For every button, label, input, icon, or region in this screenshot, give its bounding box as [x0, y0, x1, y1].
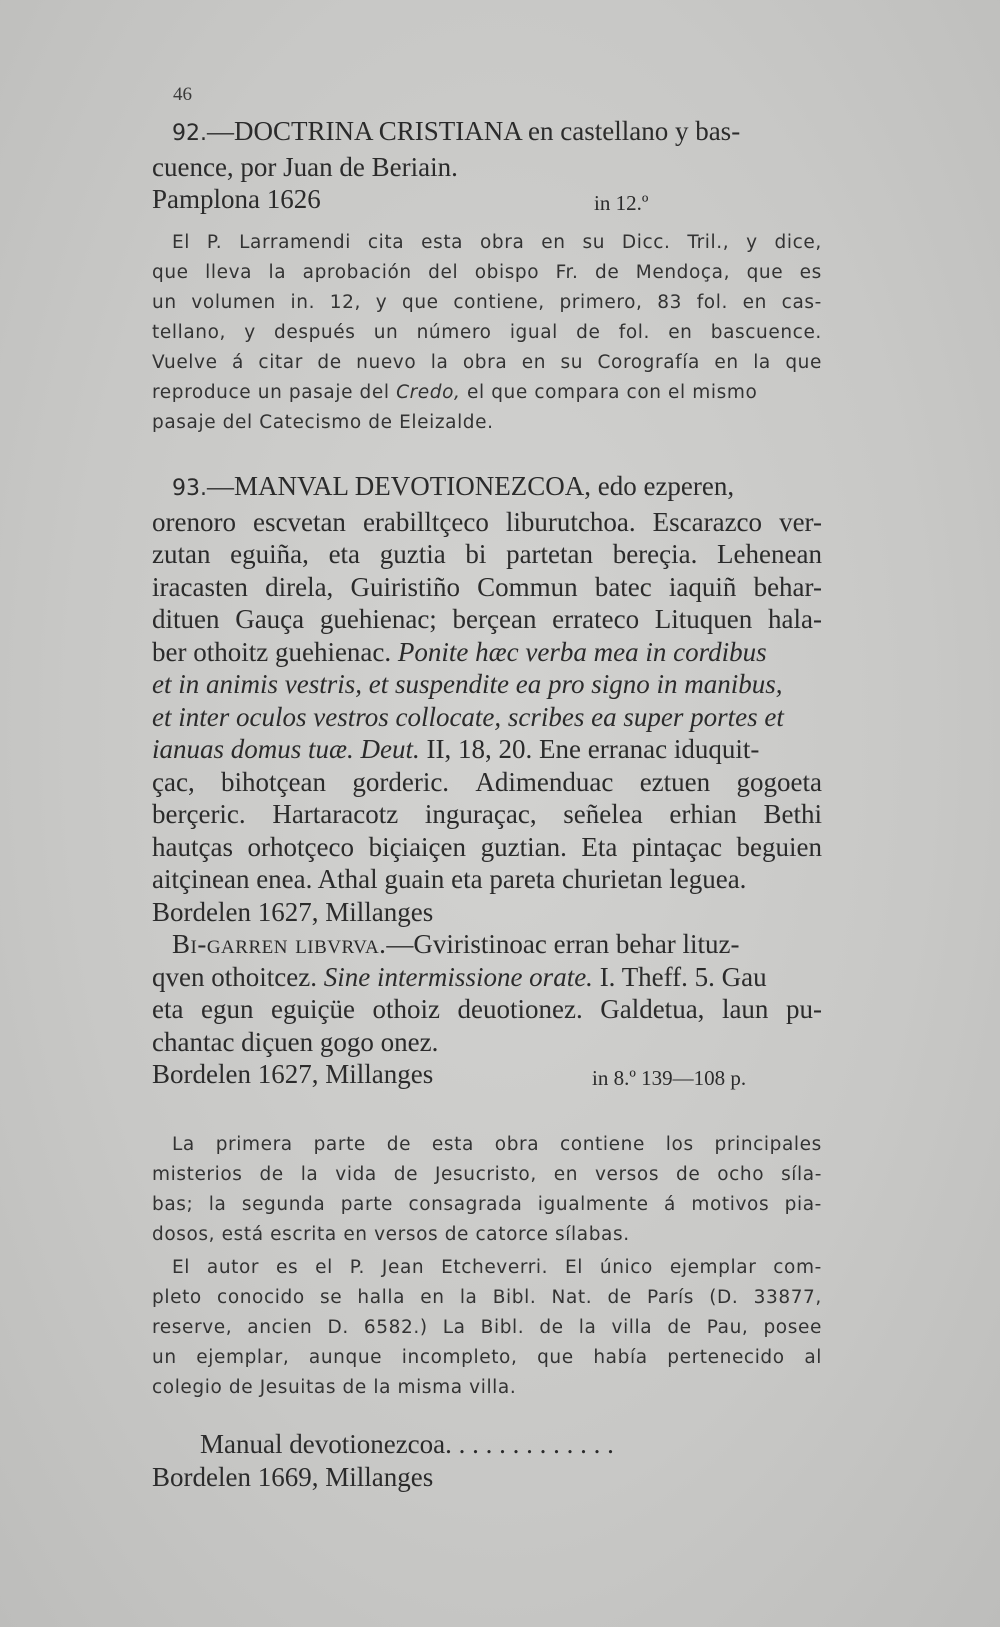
- entry-93-line: çac, bihotçean gorderic. Adimenduac eztuen gogoeta: [152, 766, 822, 797]
- entry-93-format-pages: in 8.º 139—108 p.: [592, 1066, 747, 1090]
- entry-93-note-line: reserve, ancien D. 6582.) La Bibl. de la villa de Pau, posee: [152, 1317, 822, 1338]
- entry-next-imprint: Bordelen 1669, Millanges: [152, 1461, 434, 1492]
- entry-93-latin-start: ber othoitz guehienac. Ponite hæc verba mea in cordibus: [152, 636, 767, 667]
- entry-93-line: orenoro escvetan erabilltçeco liburutchoa. Escarazco ver-: [152, 506, 822, 537]
- entry-93-imprint-1: Bordelen 1627, Millanges: [152, 896, 434, 927]
- entry-92-number: 92.: [172, 121, 207, 146]
- entry-92-note-line: tellano, y después un número igual de fol. en bascuence.: [152, 322, 822, 343]
- entry-92-title-line2: cuence, por Juan de Beriain.: [152, 151, 458, 182]
- entry-93-note-line: La primera parte de esta obra contiene los principales: [172, 1134, 822, 1155]
- entry-92-note: [152, 228, 822, 438]
- entry-92-note-line: que lleva la aprobación del obispo Fr. de Mendoça, que es: [152, 262, 822, 283]
- entry-93-note-1: [152, 1130, 822, 1250]
- entry-93-note-line: pleto conocido se halla en la Bibl. Nat. de París (D. 33877,: [152, 1287, 822, 1308]
- entry-92-place-date: Pamplona 1626: [152, 184, 321, 214]
- entry-92-imprint: [152, 183, 822, 216]
- entry-93-latin-line: et in animis vestris, et suspendite ea pro signo in manibus,: [152, 669, 783, 699]
- entry-93-line: iracasten direla, Guiristiño Commun batec iaquiñ behar-: [152, 571, 822, 602]
- entry-92-title-line1: —DOCTRINA CRISTIANA en castellano y bas-: [207, 116, 741, 146]
- entry-93-number: 93.: [172, 476, 207, 501]
- page-number: 46: [173, 84, 192, 105]
- entry-93-latin-line: et inter oculos vestros collocate, scribes ea super portes et: [152, 701, 784, 732]
- entry-93-line: hautças orhotçeco biçiaiçen guztian. Eta pintaçac beguien: [152, 831, 822, 862]
- entry-93-line: aitçinean enea. Athal guain eta pareta churietan leguea.: [152, 864, 747, 894]
- entry-93-part2-line: eta egun eguiçüe othoiz deuotionez. Galdetua, laun pu-: [152, 994, 822, 1024]
- entry-93-note-line: bas; la segunda parte consagrada igualmente á motivos pia-: [152, 1194, 822, 1215]
- entry-next: [152, 1428, 822, 1493]
- entry-93-note-line: un ejemplar, aunque incompleto, que había pertenecido al: [152, 1347, 822, 1368]
- entry-92-note-line6: reproduce un pasaje del Credo, el que compara con el mismo: [152, 382, 758, 403]
- entry-92-note-line: un volumen in. 12, y que contiene, primero, 83 fol. en cas-: [152, 292, 822, 313]
- entry-93-line: zutan eguiña, eta guztia bi partetan bereçia. Lehenean: [152, 539, 822, 569]
- entry-93-title: [152, 470, 822, 1091]
- entry-93-note-line: El autor es el P. Jean Etcheverri. El único ejemplar com-: [172, 1257, 822, 1278]
- entry-93-imprint-2: Bordelen 1627, Millanges in 8.º 139—108 p.: [152, 1058, 822, 1091]
- entry-93-title-line1: —MANVAL DEVOTIONEZCOA, edo ezperen,: [207, 471, 735, 501]
- entry-93-part2-line: chantac diçuen gogo onez.: [152, 1026, 439, 1057]
- entry-92-note-line: Vuelve á citar de nuevo la obra en su Corografía en la que: [152, 352, 822, 373]
- entry-93-latin-end: ianuas domus tuæ. Deut. II, 18, 20. Ene erranac iduquit-: [152, 734, 760, 764]
- entry-93-part2-heading: Bi-garren libvrva.—Gviristinoac erran behar lituz-: [172, 929, 740, 959]
- entry-93-part2-line2: qven othoitcez. Sine intermissione orate. I. Theff. 5. Gau: [152, 961, 767, 992]
- entry-92-title: [152, 115, 822, 216]
- entry-93-line: dituen Gauça guehienac; berçean errateco Lituquen hala-: [152, 604, 822, 634]
- entry-93-note-line: misterios de la vida de Jesucristo, en versos de ocho síla-: [152, 1164, 822, 1185]
- entry-92-format: in 12.º: [594, 191, 649, 215]
- entry-93-note-line: dosos, está escrita en versos de catorce sílabas.: [152, 1224, 630, 1245]
- entry-93-note-line: colegio de Jesuitas de la misma villa.: [152, 1377, 517, 1398]
- entry-93-note-2: [152, 1253, 822, 1403]
- entry-92-note-line: El P. Larramendi cita esta obra en su Dicc. Tril., y dice,: [172, 232, 822, 253]
- entry-next-title: Manual devotionezcoa. . . . . . . . . . . . .: [200, 1429, 614, 1459]
- entry-93-line: berçeric. Hartaracotz inguraçac, señelea erhian Bethi: [152, 799, 822, 829]
- entry-92-note-line: pasaje del Catecismo de Eleizalde.: [152, 412, 494, 433]
- credo-italic: Credo,: [396, 382, 461, 403]
